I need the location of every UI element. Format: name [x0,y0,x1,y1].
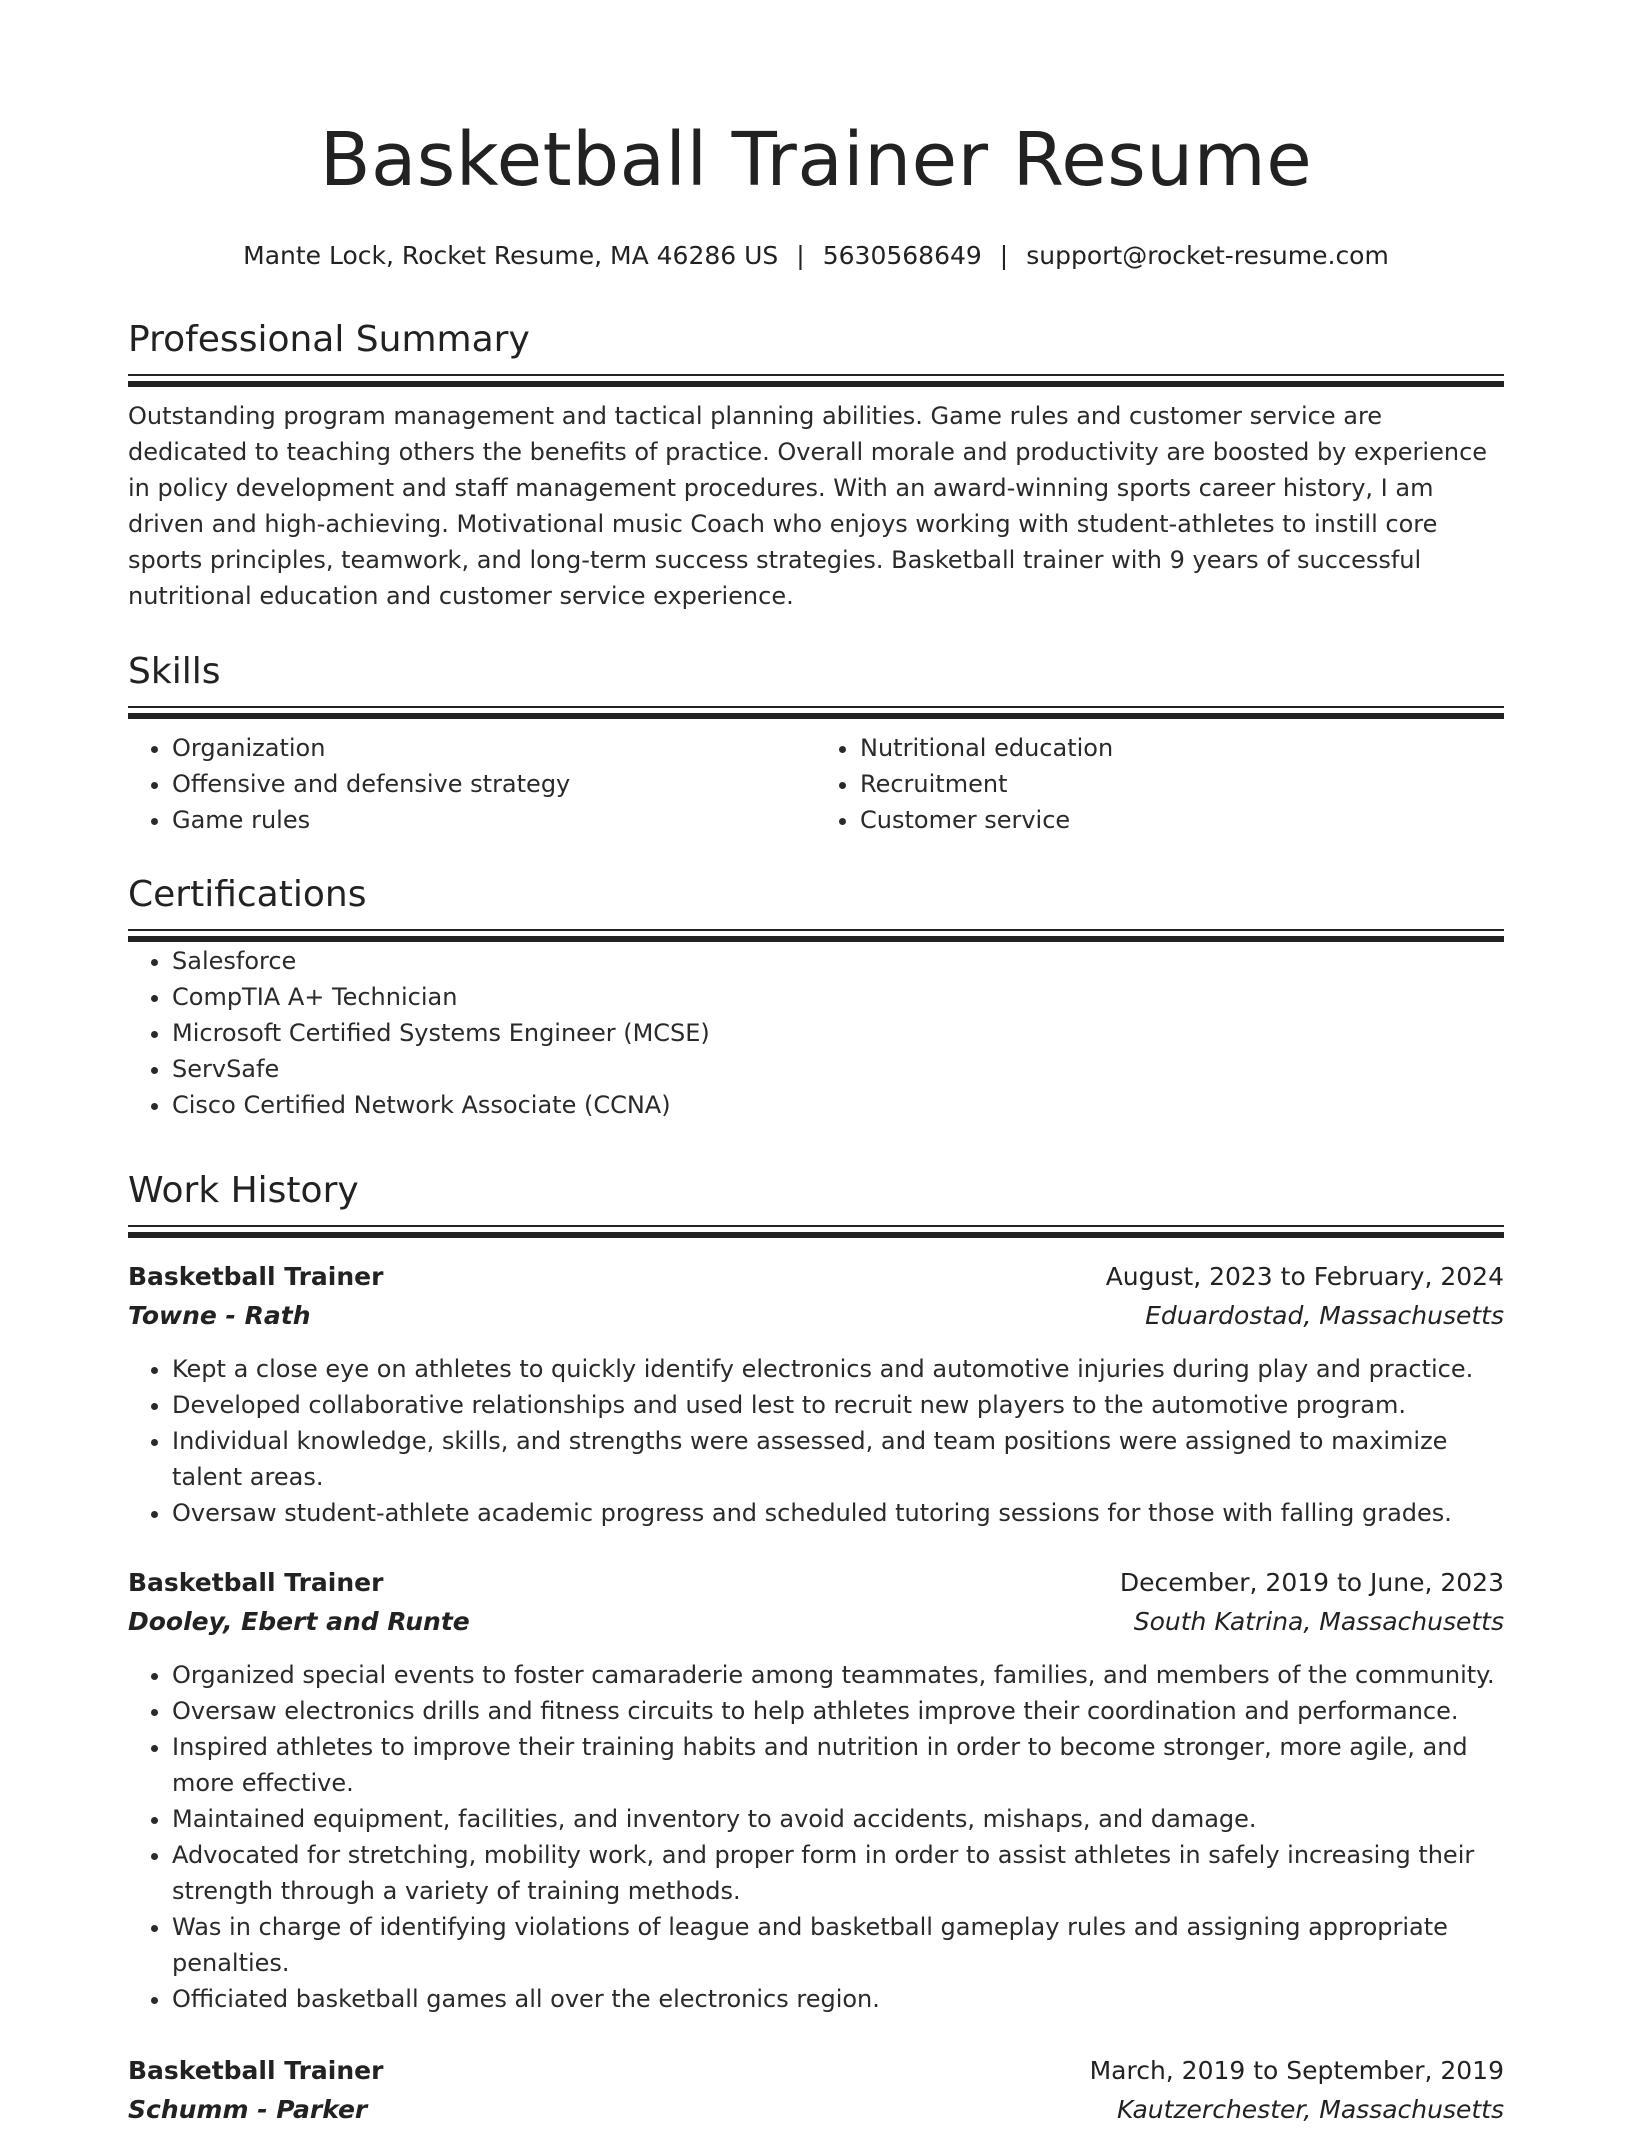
job-entry [128,1257,1504,1531]
skill-item: • Organization [172,730,816,766]
job-location: Kautzerchester, Massachusetts [1116,2095,1504,2124]
certification-item: • CompTIA A+ Technician [172,979,1504,1015]
job-duty: • Organized special events to foster camaraderie among teammates, families, and members of the community. [172,1657,1504,1693]
job-dates: March, 2019 to September, 2019 [1089,2056,1504,2085]
contact-address: Mante Lock, Rocket Resume, MA 46286 US [243,241,779,270]
job-header-row [128,1257,1504,1297]
job-duty: • Maintained equipment, facilities, and inventory to avoid accidents, mishaps, and damage. [172,1801,1504,1837]
job-company: Towne - Rath [128,1301,311,1330]
job-duty: • Kept a close eye on athletes to quickly identify electronics and automotive injuries during play and practice. [172,1351,1504,1387]
skill-item: • Recruitment [860,766,1504,802]
section-divider [128,1225,1504,1239]
section-divider [128,706,1504,720]
job-location: Eduardostad, Massachusetts [1145,1301,1504,1330]
skills-grid [128,730,1504,838]
job-dates: December, 2019 to June, 2023 [1119,1568,1504,1597]
summary-section [128,316,1504,614]
job-title: Basketball Trainer [128,1568,384,1597]
skill-item: • Nutritional education [860,730,1504,766]
job-duty: • Inspired athletes to improve their training habits and nutrition in order to become stronger, more agile, and more effective. [172,1729,1504,1801]
certifications-heading: Certifications [128,874,367,915]
skill-item: • Game rules [172,802,816,838]
job-duties-list [128,1351,1504,1531]
summary-text: Outstanding program management and tactical planning abilities. Game rules and customer service are dedicated to teaching others the benefits of practice. Overall morale and productivity are boosted by experience in policy development and staff management procedures. With an award-winning sports career history, I am driven and high-achieving. Motivational music Coach who enjoys working with student-athletes to instill core sports principles, teamwork, and long-term success strategies. Basketball trainer with 9 years of successful nutritional education and customer service experience. [128,402,1488,610]
job-company: Dooley, Ebert and Runte [128,1607,470,1636]
job-company: Schumm - Parker [128,2095,368,2124]
work-history-heading: Work History [128,1170,359,1211]
job-duty: • Oversaw electronics drills and fitness circuits to help athletes improve their coordination and performance. [172,1693,1504,1729]
job-duty: • Was in charge of identifying violations of league and basketball gameplay rules and assigning appropriate penalties. [172,1909,1504,1981]
certification-item: • Microsoft Certified Systems Engineer (MCSE) [172,1015,1504,1051]
contact-phone: 5630568649 [822,241,982,270]
section-divider [128,929,1504,943]
job-subheader-row [128,1603,1504,1641]
job-duties-list [128,1657,1504,2017]
skills-list-left [128,730,816,838]
job-duty: • Individual knowledge, skills, and strengths were assessed, and team positions were assigned to maximize talent areas. [172,1423,1504,1495]
job-header-row [128,1563,1504,1603]
job-entry [128,1563,1504,2017]
job-title: Basketball Trainer [128,1262,384,1291]
summary-heading: Professional Summary [128,319,530,360]
skills-list-right [816,730,1504,838]
page-title: Basketball Trainer Resume [319,117,1313,203]
skill-item: • Customer service [860,802,1504,838]
job-entry [128,2051,1504,2129]
skill-item: • Offensive and defensive strategy [172,766,816,802]
job-duty: • Advocated for stretching, mobility work, and proper form in order to assist athletes in safely increasing their strength through a variety of training methods. [172,1837,1504,1909]
contact-line [128,238,1504,274]
skills-section [128,648,1504,838]
contact-email: support@rocket-resume.com [1026,241,1389,270]
job-duty: • Developed collaborative relationships and used lest to recruit new players to the automotive program. [172,1387,1504,1423]
job-subheader-row [128,1297,1504,1335]
job-header-row [128,2051,1504,2091]
certification-item: • Cisco Certified Network Associate (CCNA) [172,1087,1504,1123]
certification-item: • ServSafe [172,1051,1504,1087]
job-duty: • Officiated basketball games all over the electronics region. [172,1981,1504,2017]
certification-item: • Salesforce [172,943,1504,979]
job-location: South Katrina, Massachusetts [1133,1607,1504,1636]
contact-separator: | [999,241,1009,270]
job-dates: August, 2023 to February, 2024 [1105,1262,1504,1291]
section-divider [128,374,1504,388]
job-subheader-row [128,2091,1504,2129]
certifications-section [128,871,1504,1123]
job-duty: • Oversaw student-athlete academic progress and scheduled tutoring sessions for those with falling grades. [172,1495,1504,1531]
skills-heading: Skills [128,651,221,692]
work-history-section [128,1167,1504,1239]
contact-separator: | [796,241,805,270]
certifications-list [128,943,1504,1123]
job-title: Basketball Trainer [128,2056,384,2085]
